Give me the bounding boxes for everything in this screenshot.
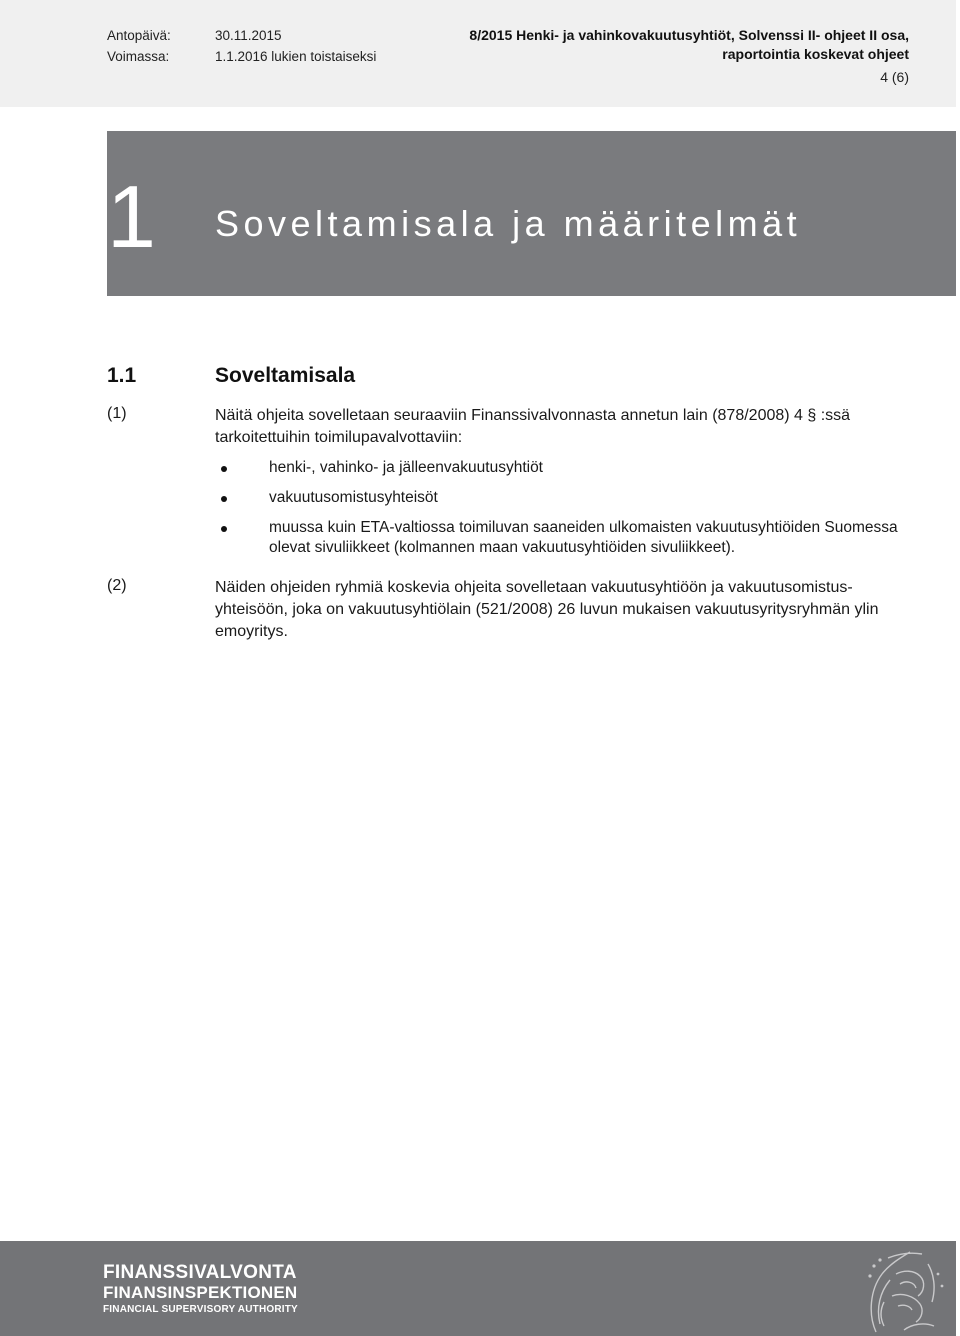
- logo-text-sv: FINANSINSPEKTIONEN: [103, 1283, 298, 1302]
- paragraph-text: Näitä ohjeita sovelletaan seuraaviin Finanssivalvonnasta annetun lain (878/2008) 4 § :ssä tarkoitettuihin toimilupavalvottaviin:: [215, 407, 851, 446]
- bullet-item: muussa kuin ETA-valtiossa toimiluvan saaneiden ulkomaisten vakuutusyhtiöiden Suomessa olevat sivuliikkeet (kolmannen maan vakuutusyhtiöiden sivuliikkeet).: [269, 519, 898, 556]
- paragraph-number: (2): [107, 577, 127, 594]
- finnish-lion-crest-icon: [858, 1244, 950, 1336]
- logo-text-fi: FINANSSIVALVONTA: [103, 1262, 297, 1283]
- section-title: Soveltamisala: [215, 364, 356, 387]
- paragraph-number: (1): [107, 405, 127, 422]
- chapter-title: Soveltamisala ja määritelmät: [215, 203, 802, 244]
- issued-date: 30.11.2015: [215, 28, 282, 43]
- paragraph-text: Näiden ohjeiden ryhmiä koskevia ohjeita sovelletaan vakuutusyhtiöön ja vakuutusomistus-yhteisöön, joka on vakuutusyhtiölain (521/2008) 26 luvun mukaisen vakuutusyritysryhmän ylin emoyritys.: [215, 579, 879, 640]
- document-title-line1: 8/2015 Henki- ja vahinkovakuutusyhtiöt, Solvenssi II- ohjeet II osa,: [469, 27, 909, 43]
- chapter-banner: [107, 131, 956, 296]
- bullet-item: vakuutusomistusyhteisöt: [269, 489, 438, 506]
- section-number: 1.1: [107, 364, 137, 387]
- valid-label: Voimassa:: [107, 49, 170, 64]
- page-number: 4 (6): [880, 69, 909, 85]
- valid-value: 1.1.2016 lukien toistaiseksi: [215, 49, 377, 64]
- bullet-icon: [221, 526, 227, 532]
- chapter-number: 1: [107, 167, 156, 266]
- logo-text-en: FINANCIAL SUPERVISORY AUTHORITY: [103, 1304, 298, 1315]
- document-title-line2: raportointia koskevat ohjeet: [722, 46, 909, 62]
- bullet-item: henki-, vahinko- ja jälleenvakuutusyhtiöt: [269, 459, 543, 476]
- issued-label: Antopäivä:: [107, 28, 171, 43]
- bullet-icon: [221, 496, 227, 502]
- bullet-icon: [221, 466, 227, 472]
